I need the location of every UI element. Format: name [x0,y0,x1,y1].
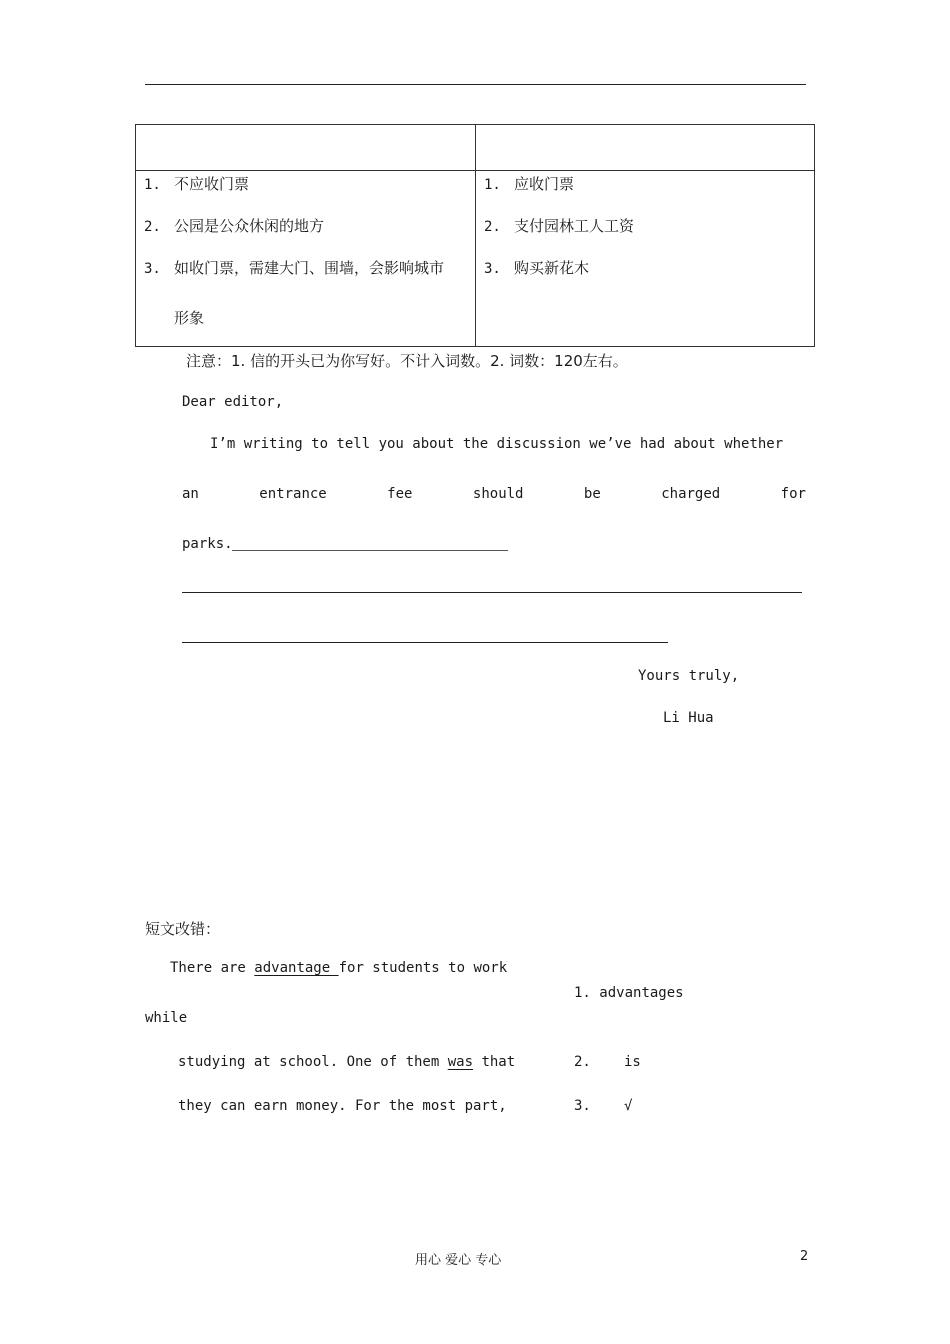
left-item-text: 形象 [174,309,205,327]
left-item-number: 3. [144,261,161,277]
letter-line: I’m writing to tell you about the discussion we’ve had about whether [210,436,784,452]
correction-line: while [145,1010,188,1026]
letter-word: an [182,486,199,502]
letter-word: charged [661,486,721,502]
letter-signature: Li Hua [663,710,714,726]
correction-line [170,960,507,976]
letter-word: entrance [259,486,327,502]
left-item-text: 不应收门票 [174,175,250,193]
answer-number: 3. [574,1098,591,1114]
left-item [144,173,249,194]
right-item [484,257,589,278]
header-rule [145,84,806,85]
letter-word: for [780,486,806,502]
correction-line: they can earn money. For the most part, [178,1098,507,1114]
right-item-text: 购买新花木 [514,259,590,277]
right-item-text: 应收门票 [514,175,575,193]
answer-blank-line[interactable] [232,550,508,551]
correction-text: studying at school. One of them [178,1054,448,1070]
answer-text: √ [624,1098,633,1114]
writing-note: 注意：1. 信的开头已为你写好。不计入词数。2. 词数：120左右。 [186,352,628,370]
answer-number: 2. [574,1054,591,1070]
table-header-divider [136,170,814,171]
letter-salutation: Dear editor, [182,394,284,410]
page-number: 2 [800,1249,809,1264]
answer-text: is [624,1054,641,1070]
right-item-number: 3. [484,261,501,277]
right-item [484,173,574,194]
letter-justified-line [182,486,806,502]
answer-number: 1. [574,985,591,1001]
letter-word: should [472,486,524,502]
correction-answer [574,1098,632,1114]
correction-line [178,1054,515,1070]
left-item [144,215,324,236]
letter-line: parks. [182,536,233,552]
letter-closing: Yours truly, [638,668,740,684]
right-item [484,215,634,236]
left-item-number: 2. [144,219,161,235]
right-item-number: 1. [484,177,501,193]
letter-word: fee [387,486,413,502]
correction-answer [574,1054,641,1070]
footer-text: 用心 爱心 专心 [415,1253,502,1268]
answer-text: advantages [599,985,684,1001]
answer-blank-line[interactable] [182,592,802,593]
correction-text: that [473,1054,516,1070]
correction-text: for students to work [338,960,508,976]
correction-heading: 短文改错： [145,920,221,938]
letter-word: be [583,486,601,502]
right-item-number: 2. [484,219,501,235]
left-item [144,257,444,278]
argument-table [135,124,815,347]
answer-blank-line[interactable] [182,642,668,643]
correction-error-word: was [447,1054,474,1070]
correction-answer [574,985,684,1001]
right-item-text: 支付园林工人工资 [514,217,635,235]
left-item-number: 1. [144,177,161,193]
table-column-divider [475,125,476,346]
correction-error-word: advantage [254,960,339,976]
left-item-text: 公园是公众休闲的地方 [174,217,325,235]
left-item-text: 如收门票，需建大门、围墙，会影响城市 [174,259,445,277]
correction-text: There are [170,960,255,976]
left-item [144,307,204,328]
